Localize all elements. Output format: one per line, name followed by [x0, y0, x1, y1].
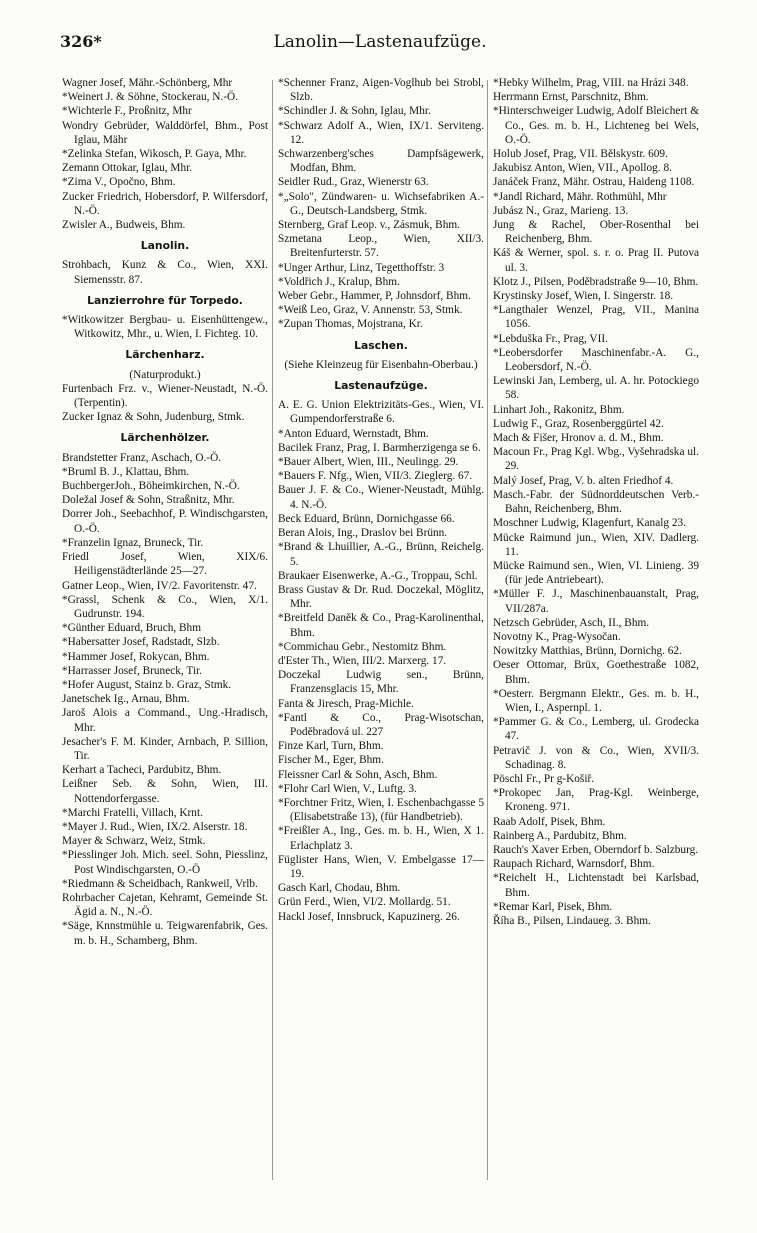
directory-entry: Seidler Rud., Graz, Wienerstr 63. [278, 176, 429, 189]
directory-entry: Mücke Raimund jun., Wien, XIV. Dadlerg. 11. [493, 531, 699, 558]
section-note: (Naturprodukt.) [129, 368, 201, 381]
directory-entry: *Pammer G. & Co., Lemberg, ul. Grodecka 47. [493, 716, 699, 743]
page-number: 326* [60, 32, 102, 51]
directory-entry: *Leobersdorfer Maschinenfabr.-A. G., Leobersdorf, N.-Ö. [493, 346, 699, 374]
directory-entry: A. E. G. Union Elektrizitäts-Ges., Wien, VI. Gumpendorferstraße 6. [278, 399, 484, 426]
directory-entry: *Reichelt H., Lichtenstadt bei Karlsbad, Bhm. [493, 872, 699, 899]
directory-entry: *Lebduška Fr., Prag, VII. [493, 332, 608, 345]
directory-entry: *Zima V., Opočno, Bhm. [62, 176, 176, 189]
directory-entry: *Breitfeld Daněk & Co., Prag-Karolinenthal, Bhm. [278, 612, 484, 639]
directory-entry: *Commichau Gebr., Nestomitz Bhm. [278, 640, 447, 653]
column-middle [278, 76, 484, 924]
directory-entry: *Weinert J. & Söhne, Stockerau, N.-Ö. [62, 91, 239, 104]
directory-entry: Pöschl Fr., Pr g-Košiř. [493, 772, 595, 785]
section-heading: Lastenaufzüge. [334, 379, 428, 393]
directory-entry: Jaroš Alois a Command., Ung.-Hradisch, Mhr. [62, 707, 268, 734]
directory-entry: Jakubisz Anton, Wien, VII., Apollog. 8. [493, 162, 672, 175]
directory-entry: *Fantl & Co., Prag-Wisotschan, Poděbradová ul. 227 [278, 711, 484, 738]
directory-entry: *Wichterle F., Proßnitz, Mhr [62, 105, 192, 118]
directory-entry: Friedl Josef, Wien, XIX/6. Heiligenstädterlände 25—27. [62, 551, 268, 578]
directory-entry: Masch.-Fabr. der Südnorddeutschen Verb.-Bahn, Reichenberg, Bhm. [493, 488, 699, 516]
directory-entry: *Bauer Albert, Wien, III., Neulingg. 29. [278, 456, 459, 469]
directory-entry: Braukaer Eisenwerke, A.-G., Troppau, Schl. [278, 569, 478, 582]
directory-entry: Mücke Raimund sen., Wien, VI. Linieng. 39 (für jede Antriebeart). [493, 559, 699, 587]
directory-entry: Nowitzky Matthias, Brünn, Dornichg. 62. [493, 645, 682, 658]
directory-entry: Linhart Joh., Rakonitz, Bhm. [493, 403, 625, 416]
directory-entry: Janáček Franz, Mähr. Ostrau, Haideng 1108. [493, 176, 695, 189]
directory-entry: *„Solo", Zündwaren- u. Wichsefabriken A.-G., Deutsch-Landsberg, Stmk. [278, 190, 484, 217]
directory-entry: Bauer J. F. & Co., Wiener-Neustadt, Mühlg. 4. N.-Ö. [278, 484, 484, 511]
directory-entry: Zucker Friedrich, Hobersdorf, P. Wilfersdorf, N.-Ö. [62, 190, 268, 217]
section-heading: Lanzierrohre für Torpedo. [87, 293, 243, 307]
directory-entry: Weber Gebr., Hammer, P, Johnsdorf, Bhm. [278, 290, 471, 303]
directory-entry: Beran Alois, Ing., Draslov bei Brünn. [278, 527, 448, 540]
directory-entry: Raab Adolf, Pisek, Bhm. [493, 815, 606, 828]
directory-entry: *Hammer Josef, Rokycan, Bhm. [62, 650, 210, 663]
directory-entry: *Bauers F. Nfg., Wien, VII/3. Zieglerg. 67. [278, 470, 473, 483]
directory-entry: *Mayer J. Rud., Wien, IX/2. Alserstr. 18. [62, 820, 248, 833]
directory-entry: *Schwarz Adolf A., Wien, IX/1. Serviteng. 12. [278, 119, 484, 146]
directory-entry: Klotz J., Pilsen, Poděbradstraße 9—10, Bhm. [493, 275, 699, 288]
directory-entry: *Piesslinger Joh. Mich. seel. Sohn, Piesslinz, Post Windischgarsten, O.-Ö [62, 849, 268, 876]
directory-entry: *Brand & Lhuillier, A.-G., Brünn, Reichelg. 5. [278, 541, 484, 568]
directory-entry: *Jandl Richard, Mähr. Rothmühl, Mhr [493, 190, 667, 203]
directory-entry: Novotny K., Prag-Wysočan. [493, 630, 621, 643]
directory-entry: Kerhart a Tacheci, Pardubitz, Bhm. [62, 764, 222, 777]
page-header [60, 20, 700, 60]
directory-entry: BuchbergerJoh., Böheimkirchen, N.-Ö. [62, 480, 240, 493]
directory-entry: Raupach Richard, Warnsdorf, Bhm. [493, 858, 655, 871]
directory-entry: *Oesterr. Bergmann Elektr., Ges. m. b. H., Wien, I., Aspernpl. 1. [493, 687, 699, 714]
directory-entry: *Säge, Knnstmühle u. Teigwarenfabrik, Ges. m. b. H., Schamberg, Bhm. [62, 920, 268, 947]
directory-entry: Doczekal Ludwig sen., Brünn, Franzensglacis 15, Mhr. [278, 669, 484, 696]
directory-entry: Malý Josef, Prag, V. b. alten Friedhof 4. [493, 474, 674, 487]
directory-entry: Doležal Josef & Sohn, Straßnitz, Mhr. [62, 494, 235, 507]
directory-entry: *Voldřich J., Kralup, Bhm. [278, 275, 400, 288]
directory-entry: Rohrbacher Cajetan, Kehramt, Gemeinde St. Ägid a. N., N.-Ö. [62, 891, 268, 919]
directory-entry: *Remar Karl, Pisek, Bhm. [493, 900, 613, 913]
directory-entry: *Forchtner Fritz, Wien, I. Eschenbachgasse 5 (Elisabetstraße 13), (für Handbetrieb). [278, 796, 484, 824]
directory-entry: *Schenner Franz, Aigen-Voglhub bei Strobl, Slzb. [278, 77, 484, 104]
directory-entry: *Hinterschweiger Ludwig, Adolf Bleichert & Co., Ges. m. b. H., Lichteneg bei Wels, O.-Ö. [493, 105, 699, 146]
directory-entry: Jesacher's F. M. Kinder, Arnbach, P. Sillion, Tir. [62, 735, 268, 762]
directory-entry: Fischer M., Eger, Bhm. [278, 754, 384, 767]
directory-entry: Beck Eduard, Brünn, Dornichgasse 66. [278, 512, 455, 525]
directory-entry: Leißner Seb. & Sohn, Wien, III. Nottendorfergasse. [62, 778, 268, 805]
directory-entry: Wagner Josef, Mähr.-Schönberg, Mhr [62, 77, 233, 89]
directory-entry: Wondry Gebrüder, Walddörfel, Bhm., Post Iglau, Mähr [62, 119, 268, 146]
directory-entry: d'Ester Th., Wien, III/2. Marxerg. 17. [278, 654, 447, 667]
directory-entry: *Unger Arthur, Linz, Tegetthoffstr. 3 [278, 261, 445, 274]
column-left [62, 76, 268, 948]
directory-entry: Mayer & Schwarz, Weiz, Stmk. [62, 835, 206, 848]
directory-entry: Furtenbach Frz. v., Wiener-Neustadt, N.-Ö. (Terpentin). [62, 382, 268, 410]
directory-entry: Fanta & Jiresch, Prag-Michle. [278, 697, 414, 710]
directory-entry: Zemann Ottokar, Iglau, Mhr. [62, 162, 193, 175]
section-heading: Laschen. [354, 338, 408, 352]
directory-entry: *Zupan Thomas, Mojstrana, Kr. [278, 318, 423, 331]
directory-entry: *Prokopec Jan, Prag-Kgl. Weinberge, Kroneng. 971. [493, 787, 699, 814]
directory-entry: Jubász N., Graz, Marieng. 13. [493, 204, 629, 217]
directory-entry: Hackl Josef, Innsbruck, Kapuzinerg. 26. [278, 910, 460, 923]
directory-entry: *Flohr Carl Wien, V., Luftg. 3. [278, 782, 417, 795]
directory-entry: Finze Karl, Turn, Bhm. [278, 740, 384, 753]
directory-entry: Říha B., Pilsen, Lindaueg. 3. Bhm. [493, 914, 651, 927]
directory-entry: Petravič J. von & Co., Wien, XVII/3. Schadinag. 8. [493, 744, 699, 771]
section-heading: Lärchenhölzer. [120, 431, 210, 445]
directory-entry: Moschner Ludwig, Klagenfurt, Kanalg 23. [493, 517, 686, 530]
section-heading: Lanolin. [140, 239, 190, 253]
directory-entry: Káš & Werner, spol. s. r. o. Prag II. Putova ul. 3. [493, 247, 699, 274]
directory-entry: *Hofer August, Stainz b. Graz, Stmk. [62, 678, 232, 691]
directory-entry: Zwisler A., Budweis, Bhm. [62, 219, 186, 232]
directory-entry: *Müller F. J., Maschinenbauanstalt, Prag, VII/287a. [493, 588, 699, 615]
directory-entry: Füglister Hans, Wien, V. Embelgasse 17—19. [278, 853, 484, 880]
directory-entry: Janetschek Ig., Arnau, Bhm. [62, 693, 190, 706]
directory-entry: Gasch Karl, Chodau, Bhm. [278, 882, 401, 895]
directory-entry: Macoun Fr., Prag Kgl. Wbg., Vyšehradska ul. 29. [493, 446, 699, 473]
directory-entry: *Weiß Leo, Graz, V. Annenstr. 53, Stmk. [278, 304, 463, 317]
directory-entry: Mach & Fišer, Hronov a. d. M., Bhm. [493, 432, 664, 445]
directory-entry: Dorrer Joh., Seebachhof, P. Windischgarsten, O.-Ö. [62, 508, 268, 535]
directory-entry: *Witkowitzer Bergbau- u. Eisenhüttengew., Witkowitz, Mhr., u. Wien, I. Fichteg. 10. [62, 314, 268, 341]
directory-entry: Strohbach, Kunz & Co., Wien, XXI. Siemensstr. 87. [62, 259, 268, 286]
directory-entry: Gatner Leop., Wien, IV/2. Favoritenstr. 47. [62, 579, 257, 592]
directory-entry: *Bruml B. J., Klattau, Bhm. [62, 465, 190, 478]
page-title: Lanolin—Lastenaufzüge. [273, 32, 487, 52]
directory-entry: *Schindler J. & Sohn, Iglau, Mhr. [278, 105, 431, 118]
directory-entry: *Hebky Wilhelm, Prag, VIII. na Hrázi 348. [493, 77, 689, 89]
directory-entry: Jung & Rachel, Ober-Rosenthal bei Reichenberg, Bhm. [493, 219, 699, 246]
directory-entry: Zucker Ignaz & Sohn, Judenburg, Stmk. [62, 411, 245, 424]
directory-entry: Rauch's Xaver Erben, Oberndorf b. Salzburg. [493, 843, 699, 856]
directory-entry: *Harrasser Josef, Bruneck, Tir. [62, 664, 202, 677]
directory-entry: Szmetana Leop., Wien, XII/3. Breitenfurterstr. 57. [278, 233, 484, 260]
directory-entry: *Marchi Fratelli, Villach, Krnt. [62, 806, 203, 819]
directory-entry: *Günther Eduard, Bruch, Bhm [62, 622, 201, 635]
column-right [493, 76, 699, 928]
section-heading: Lärchenharz. [125, 348, 205, 362]
directory-entry: Krystinsky Josef, Wien, I. Singerstr. 18. [493, 290, 674, 303]
directory-entry: *Habersatter Josef, Radstadt, Slzb. [62, 636, 220, 649]
directory-entry: Grün Ferd., Wien, VI/2. Mollardg. 51. [278, 896, 451, 909]
directory-entry: Netzsch Gebrüder, Asch, II., Bhm. [493, 616, 650, 629]
column-divider [272, 80, 273, 1180]
directory-entry: *Franzelin Ignaz, Bruneck, Tir. [62, 536, 204, 549]
directory-entry: Holub Josef, Prag, VII. Bělskystr. 609. [493, 148, 668, 161]
directory-entry: Herrmann Ernst, Parschnitz, Bhm. [493, 91, 649, 104]
directory-entry: *Freißler A., Ing., Ges. m. b. H., Wien, X 1. Erlachplatz 3. [278, 825, 484, 852]
directory-entry: Fleissner Carl & Sohn, Asch, Bhm. [278, 768, 438, 781]
directory-entry: *Grassl, Schenk & Co., Wien, X/1. Gudrunstr. 194. [62, 593, 268, 620]
directory-entry: Brass Gustav & Dr. Rud. Doczekal, Möglitz, Mhr. [278, 583, 484, 611]
section-note: (Siehe Kleinzeug für Eisenbahn-Oberbau.) [284, 358, 478, 371]
directory-entry: *Riedmann & Scheidbach, Rankweil, Vrlb. [62, 877, 258, 890]
directory-entry: Brandstetter Franz, Aschach, O.-Ö. [62, 451, 222, 464]
directory-entry: Lewinski Jan, Lemberg, ul. A. hr. Potockiego 58. [493, 375, 699, 402]
directory-entry: *Anton Eduard, Wernstadt, Bhm. [278, 427, 429, 440]
directory-entry: *Langthaler Wenzel, Prag, VII., Manina 1056. [493, 304, 699, 331]
directory-entry: Rainberg A., Pardubitz, Bhm. [493, 829, 627, 842]
directory-entry: Bacilek Franz, Prag, I. Barmherzigenga se 6. [278, 441, 481, 454]
directory-entry: Sternberg, Graf Leop. v., Zásmuk, Bhm. [278, 219, 460, 232]
column-divider [487, 80, 488, 1180]
directory-entry: Oeser Ottomar, Brüx, Goethestraße 1082, Bhm. [493, 659, 699, 686]
directory-entry: *Zelinka Stefan, Wikosch, P. Gaya, Mhr. [62, 148, 247, 161]
directory-entry: Ludwig F., Graz, Rosenberggürtel 42. [493, 417, 664, 430]
directory-entry: Schwarzenberg'sches Dampfsägewerk, Modfan, Bhm. [278, 148, 484, 175]
